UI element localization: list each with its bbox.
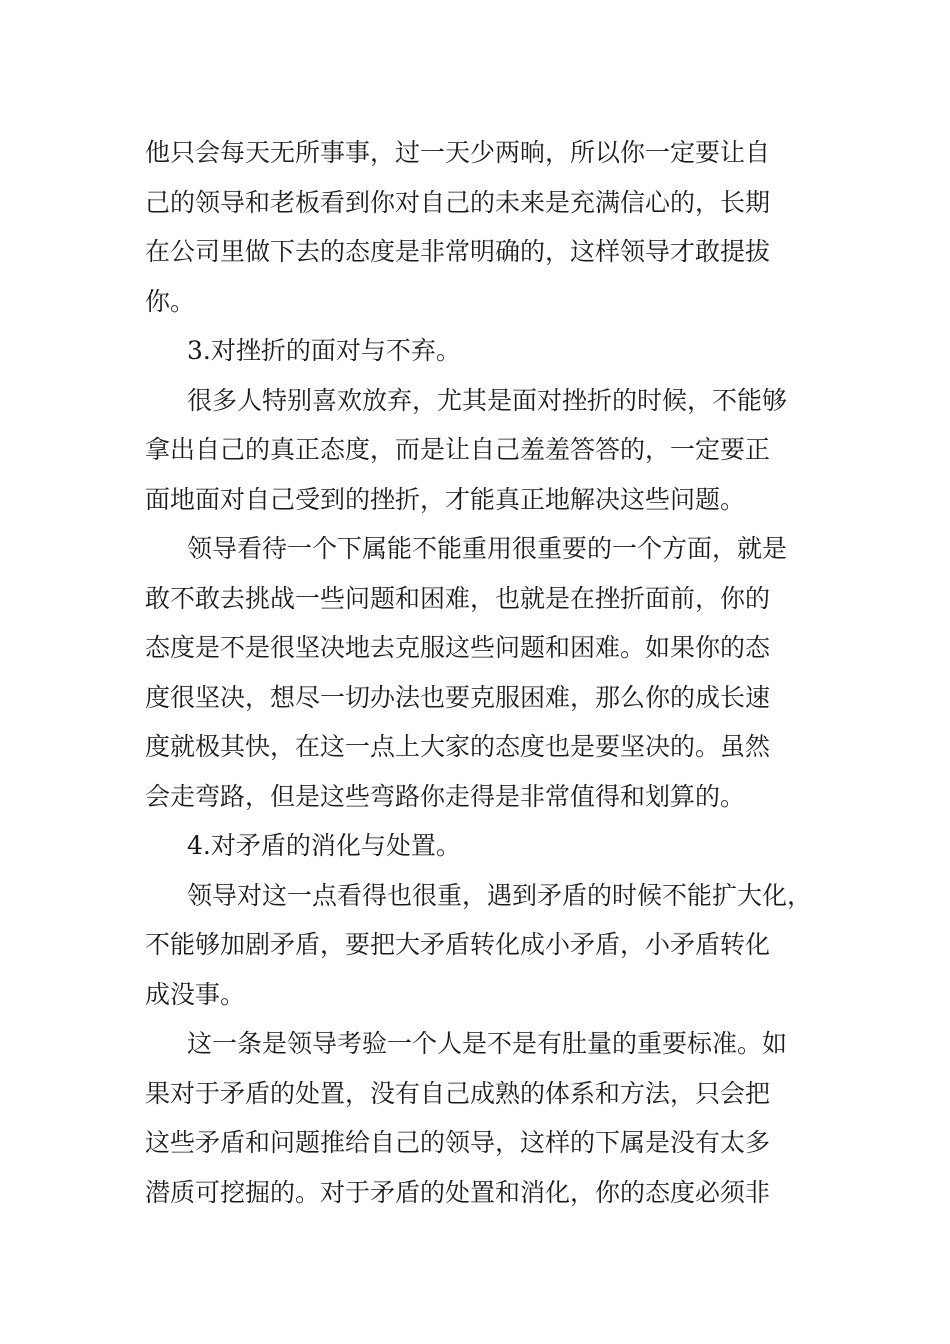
text-line: 领导对这一点看得也很重，遇到矛盾的时候不能扩大化， xyxy=(187,880,813,910)
text-line: 他只会每天无所事事，过一天少两晌，所以你一定要让自 xyxy=(145,138,771,167)
text-line: 潜质可挖掘的。对于矛盾的处置和消化，你的态度必须非 xyxy=(145,1177,771,1207)
text-line: 这一条是领导考验一个人是不是有肚量的重要标准。如 xyxy=(187,1029,788,1058)
document-page xyxy=(145,128,813,1217)
text-line: 很多人特别喜欢放弃，尤其是面对挫折的时候，不能够 xyxy=(187,385,788,415)
text-line: 敢不敢去挑战一些问题和困难，也就是在挫折面前，你的 xyxy=(145,583,771,613)
text-line: 度很坚决，想尽一切办法也要克服困难，那么你的成长速 xyxy=(145,682,771,712)
text-line: 你。 xyxy=(145,286,196,316)
text-line: 不能够加剧矛盾，要把大矛盾转化成小矛盾，小矛盾转化 xyxy=(145,930,771,959)
section-heading: 3.对挫折的面对与不弃。 xyxy=(187,336,461,365)
text-line: 成没事。 xyxy=(145,979,246,1009)
text-line: 领导看待一个下属能不能重用很重要的一个方面，就是 xyxy=(187,534,788,563)
text-line: 会走弯路，但是这些弯路你走得是非常值得和划算的。 xyxy=(145,781,746,811)
text-line: 这些矛盾和问题推给自己的领导，这样的下属是没有太多 xyxy=(145,1128,771,1157)
text-line: 面地面对自己受到的挫折，才能真正地解决这些问题。 xyxy=(145,484,746,514)
text-line: 度就极其快，在这一点上大家的态度也是要坚决的。虽然 xyxy=(145,732,771,761)
text-line: 果对于矛盾的处置，没有自己成熟的体系和方法，只会把 xyxy=(145,1078,771,1108)
text-line: 态度是不是很坚决地去克服这些问题和困难。如果你的态 xyxy=(145,633,771,662)
text-line: 拿出自己的真正态度，而是让自己羞羞答答的，一定要正 xyxy=(145,435,771,464)
section-heading: 4.对矛盾的消化与处置。 xyxy=(187,831,461,860)
text-line: 己的领导和老板看到你对自己的未来是充满信心的，长期 xyxy=(145,187,771,217)
text-line: 在公司里做下去的态度是非常明确的，这样领导才敢提拔 xyxy=(145,237,771,266)
